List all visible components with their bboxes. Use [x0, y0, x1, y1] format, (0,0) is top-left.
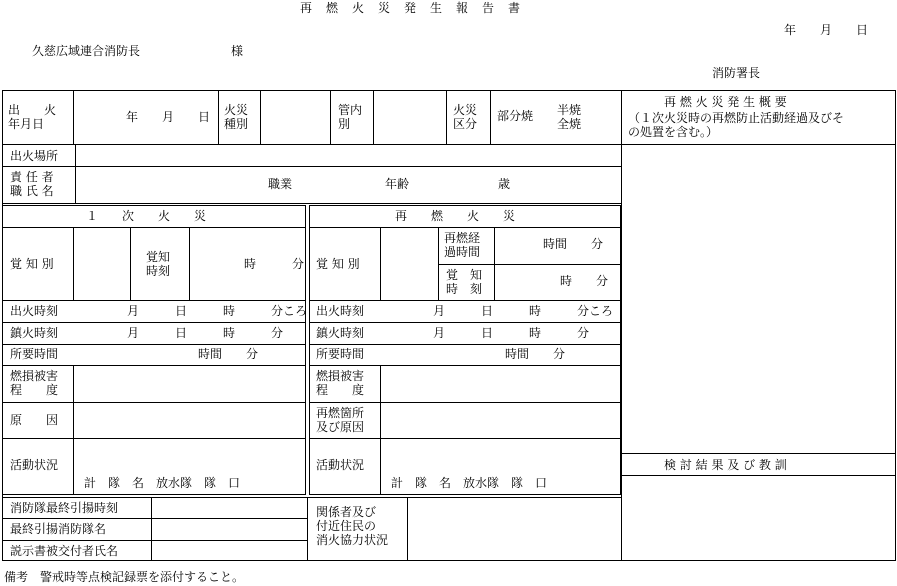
primary-activity-columns: 計 隊 名 放水隊 隊 口 [84, 476, 241, 490]
signer: 消防署長 [712, 66, 761, 80]
primary-suppress-label: 鎮火時刻 [10, 326, 59, 340]
reignition-detect-time-label: 覚 知 時 刻 [446, 268, 483, 296]
reignition-activity-columns: 計 隊 名 放水隊 隊 口 [391, 476, 548, 490]
primary-detect-time-value: 時 分 [244, 257, 305, 271]
reignition-outbreak-time-label: 出火時刻 [316, 304, 365, 318]
primary-duration-value: 時間 分 [198, 347, 259, 361]
primary-duration-label: 所要時間 [10, 347, 59, 361]
outbreak-date-label: 出 火 年月日 [8, 103, 57, 131]
reignition-activity-label: 活動状況 [316, 458, 365, 472]
reignition-header: 再 燃 火 災 [395, 209, 516, 223]
age-label: 年齢 [385, 177, 410, 191]
document-title: 再 燃 火 災 発 生 報 告 書 [300, 1, 522, 15]
reignition-place-cause-label: 再燃箇所 及び原因 [316, 406, 365, 434]
primary-suppress-value: 月 日 時 分 [127, 326, 284, 340]
fire-class-label: 火災 区分 [453, 103, 478, 131]
report-date: 年 月 日 [784, 23, 869, 37]
cooperation-label: 関係者及び 付近住民の 消火協力状況 [316, 505, 389, 547]
primary-damage-label: 燃損被害 程 度 [10, 369, 59, 397]
primary-detect-time-label: 覚知 時刻 [146, 250, 171, 278]
review-header: 検 討 結 果 及 び 教 訓 [664, 458, 787, 472]
age-unit: 歳 [498, 177, 511, 191]
jurisdiction-label: 管内 別 [338, 103, 363, 131]
withdraw-time-label: 消防隊最終引揚時刻 [10, 501, 119, 515]
fire-type-label: 火災 種別 [224, 103, 249, 131]
reignition-detect-label: 覚 知 別 [316, 257, 360, 271]
reignition-detect-time-value: 時 分 [560, 274, 609, 288]
reignition-duration-value: 時間 分 [505, 347, 566, 361]
summary-note: （１次火災時の再燃防止活動経過及びそ の処置を含む。） [628, 111, 845, 139]
footnote: 備考 警戒時等点検記録票を添付すること。 [4, 570, 245, 584]
primary-outbreak-time-label: 出火時刻 [10, 304, 59, 318]
final-team-label: 最終引揚消防隊名 [10, 522, 107, 536]
primary-detect-label: 覚 知 別 [10, 257, 54, 271]
occupation-label: 職業 [268, 177, 293, 191]
primary-outbreak-time-value: 月 日 時 分ころ [127, 304, 308, 318]
reignition-elapsed-label: 再燃経 過時間 [444, 231, 481, 259]
honorific: 様 [231, 44, 244, 58]
outbreak-place-label: 出火場所 [10, 149, 59, 163]
addressee: 久慈広域連合消防長 [32, 44, 141, 58]
half-full-burn-option: 半焼 全焼 [557, 103, 582, 131]
primary-fire-header: １ 次 火 災 [86, 209, 207, 223]
reignition-elapsed-value: 時間 分 [543, 237, 604, 251]
outbreak-date-value: 年 月 日 [126, 110, 211, 124]
reignition-duration-label: 所要時間 [316, 347, 365, 361]
reignition-damage-label: 燃損被害 程 度 [316, 369, 365, 397]
primary-activity-label: 活動状況 [10, 458, 59, 472]
reignition-outbreak-time-value: 月 日 時 分ころ [433, 304, 614, 318]
reignition-suppress-label: 鎮火時刻 [316, 326, 365, 340]
summary-header: 再 燃 火 災 発 生 概 要 [664, 95, 787, 109]
recipient-label: 説示書被交付者氏名 [10, 544, 119, 558]
responsible-label: 責 任 者 職 氏 名 [10, 170, 54, 198]
primary-cause-label: 原 因 [10, 413, 59, 427]
reignition-suppress-value: 月 日 時 分 [433, 326, 590, 340]
partial-burn-option: 部分焼 [497, 109, 534, 123]
